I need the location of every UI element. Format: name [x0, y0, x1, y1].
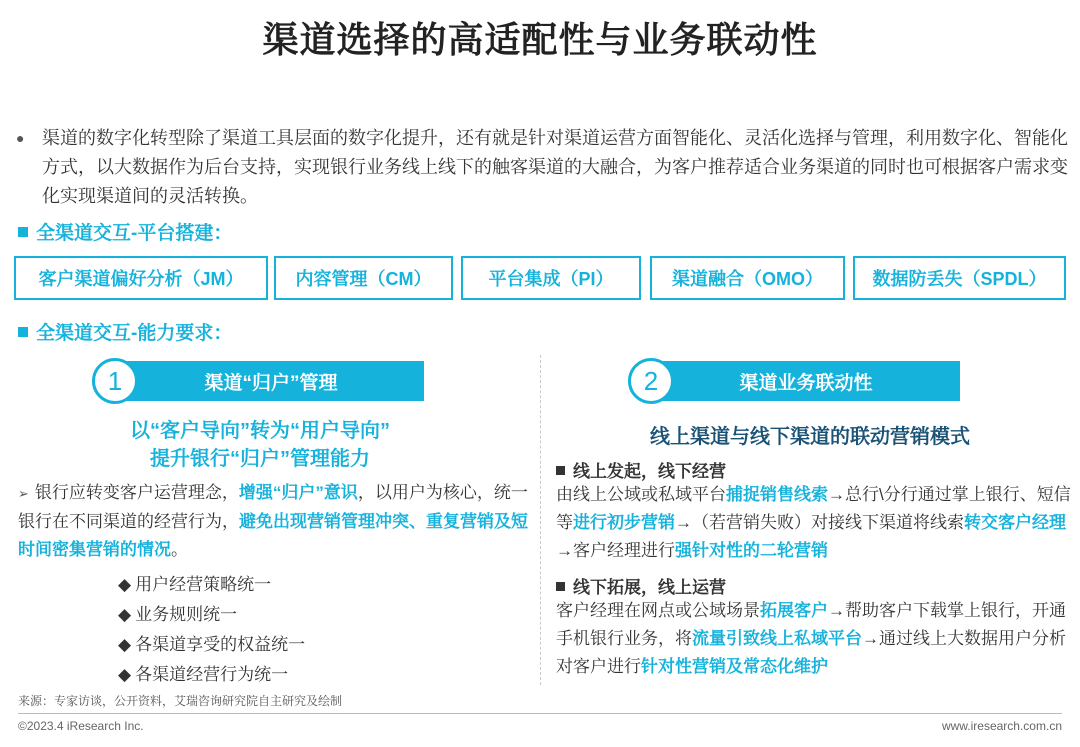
- text-span: 。: [171, 540, 188, 559]
- section-heading-text: 全渠道交互-能力要求：: [36, 323, 233, 344]
- source-note: 来源：专家访谈，公开资料，艾瑞咨询研究院自主研究及绘制: [18, 694, 343, 708]
- right-heading-2: [556, 573, 726, 598]
- list-item: [118, 600, 305, 630]
- right-subtitle: 线上渠道与线下渠道的联动营销模式: [650, 426, 970, 448]
- diamond-bullet-icon: ◆: [118, 635, 132, 654]
- platform-label: 内容管理（CM）: [295, 269, 432, 289]
- text-span: →（若营销失败）对接线下渠道将线索: [675, 513, 964, 532]
- list-item-text: 业务规则统一: [135, 605, 238, 624]
- highlight-text: 转交客户经理: [964, 513, 1066, 532]
- text-span: →总行\分行通过掌上银行、短信等: [556, 485, 1071, 532]
- right-paragraph-2: [556, 597, 1072, 681]
- diamond-bullet-icon: ◆: [118, 575, 132, 594]
- left-subtitle-1: 以“客户导向”转为“用户导向”: [130, 420, 390, 442]
- platform-box-cm: [274, 256, 453, 300]
- list-item: [118, 570, 305, 600]
- platform-box-pi: [461, 256, 641, 300]
- diamond-bullet-icon: ◆: [118, 605, 132, 624]
- highlight-text: 捕捉销售线索: [726, 485, 828, 504]
- text-span: →帮助客户下载掌上银行，开通手机银行业务，将: [556, 601, 1066, 648]
- highlight-text: 避免出现营销管理冲突、重复营销及短时间密集营销的情况: [18, 512, 528, 559]
- platform-box-jm: [14, 256, 268, 300]
- page-title: 渠道选择的高适配性与业务联动性: [262, 19, 818, 60]
- text-span: 银行应转变客户运营理念，: [34, 483, 239, 502]
- list-item: [118, 630, 305, 660]
- left-banner-text: 渠道“归户”管理: [204, 372, 338, 394]
- right-banner-text: 渠道业务联动性: [739, 372, 873, 394]
- platform-label: 数据防丢失（SPDL）: [872, 269, 1047, 289]
- right-banner: [652, 361, 960, 401]
- number-badge-2: 2: [628, 358, 674, 404]
- highlight-text: 流量引致线上私域平台: [692, 629, 862, 648]
- heading-text: 线下拓展，线上运营: [573, 578, 726, 597]
- arrow-bullet-icon: ➢: [18, 486, 29, 501]
- square-bullet-icon: [18, 227, 28, 237]
- list-item-text: 用户经营策略统一: [135, 575, 272, 594]
- column-divider: [540, 355, 541, 685]
- right-heading-1: [556, 457, 726, 482]
- left-paragraph: [18, 479, 530, 564]
- highlight-text: 进行初步营销: [573, 513, 675, 532]
- platform-label: 客户渠道偏好分析（JM）: [38, 269, 244, 289]
- intro-paragraph: [16, 124, 1070, 211]
- highlight-text: 强针对性的二轮营销: [675, 541, 828, 560]
- platform-label: 平台集成（PI）: [488, 269, 614, 289]
- list-item: [118, 660, 305, 690]
- text-span: 由线上公域或私域平台: [556, 485, 726, 504]
- highlight-text: 针对性营销及常态化维护: [641, 657, 828, 676]
- square-bullet-icon: [556, 582, 565, 591]
- section-heading-capability: [18, 318, 232, 345]
- section-heading-platform: [18, 218, 232, 245]
- text-span: ，以用户为核心，统一银行在不同渠道的经营行为，: [18, 483, 528, 531]
- copyright: ©2023.4 iResearch Inc.: [18, 719, 144, 733]
- platform-box-spdl: [853, 256, 1066, 300]
- diamond-bullet-icon: ◆: [118, 665, 132, 684]
- text-span: 客户经理在网点或公域场景: [556, 601, 760, 620]
- left-list: [118, 570, 305, 690]
- left-banner: [118, 361, 424, 401]
- text-span: →客户经理进行: [556, 541, 675, 560]
- section-heading-text: 全渠道交互-平台搭建：: [36, 223, 233, 244]
- square-bullet-icon: [18, 327, 28, 337]
- number-badge-1: 1: [92, 358, 138, 404]
- platform-box-omo: [650, 256, 845, 300]
- left-subtitle-2: 提升银行“归户”管理能力: [150, 448, 370, 470]
- intro-text: 渠道的数字化转型除了渠道工具层面的数字化提升，还有就是针对渠道运营方面智能化、灵活化选择与管理，利用数字化、智能化方式，以大数据作为后台支持，实现银行业务线上线下的触客渠道的大融合，为客户推荐适合业务渠道的同时也可根据客户需求变化实现渠道间的灵活转换。: [42, 128, 1068, 206]
- right-paragraph-1: [556, 481, 1072, 565]
- highlight-text: 拓展客户: [760, 601, 828, 620]
- footer-divider: [18, 713, 1062, 714]
- heading-text: 线上发起，线下经营: [573, 462, 726, 481]
- text-span: →通过线上大数据用户分析对客户进行: [556, 629, 1066, 676]
- platform-label: 渠道融合（OMO）: [672, 269, 823, 289]
- website-link[interactable]: www.iresearch.com.cn: [941, 719, 1062, 733]
- square-bullet-icon: [556, 466, 565, 475]
- list-item-text: 各渠道经营行为统一: [135, 665, 289, 684]
- highlight-text: 增强“归户”意识: [238, 483, 358, 502]
- bullet-icon: ●: [16, 130, 25, 146]
- list-item-text: 各渠道享受的权益统一: [135, 635, 306, 654]
